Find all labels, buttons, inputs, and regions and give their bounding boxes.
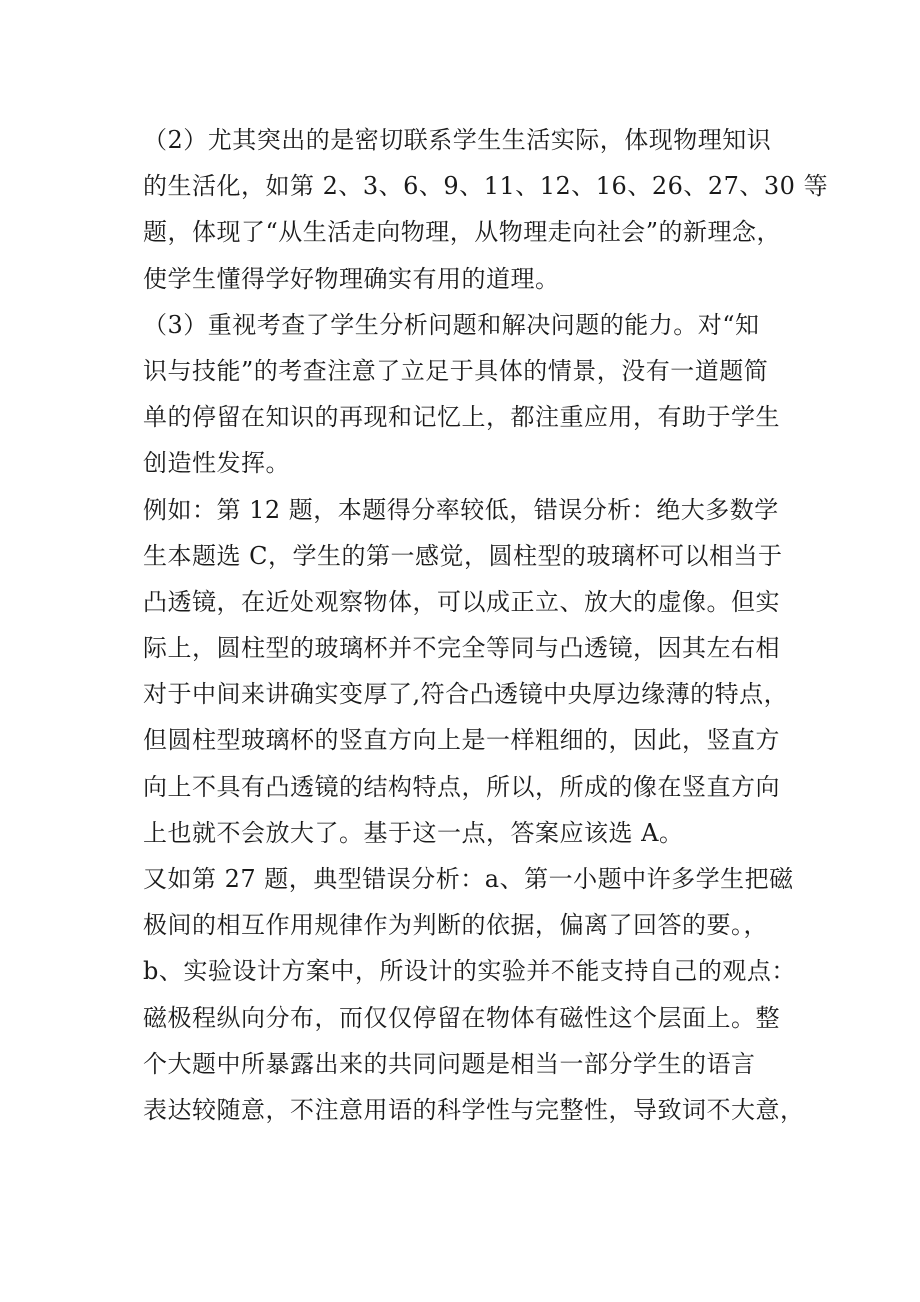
text-line: 识与技能”的考查注意了立足于具体的情景，没有一道题简 bbox=[143, 356, 769, 385]
text-line: 个大题中所暴露出来的共同问题是相当一部分学生的语言 bbox=[143, 1049, 756, 1078]
text-line: 的生活化，如第 2、3、6、9、11、12、16、26、27、30 等 bbox=[143, 172, 829, 201]
text-line: （3）重视考查了学生分析问题和解决问题的能力。对“知 bbox=[143, 310, 760, 339]
text-line: 际上，圆柱型的玻璃杯并不完全等同与凸透镜，因其左右相 bbox=[143, 634, 780, 663]
text-line: b、实验设计方案中，所设计的实验并不能支持自己的观点： bbox=[143, 957, 796, 986]
text-line: 极间的相互作用规律作为判断的依据，偏离了回答的要。， bbox=[143, 911, 768, 940]
text-line: 又如第 27 题，典型错误分析：a、第一小题中许多学生把磁 bbox=[143, 865, 794, 893]
body-text bbox=[143, 117, 829, 1133]
text-line: 上也就不会放大了。基于这一点，答案应该选 A。 bbox=[143, 818, 684, 847]
text-line: 使学生懂得学好物理确实有用的道理。 bbox=[143, 264, 560, 293]
text-line: 表达较随意，不注意用语的科学性与完整性，导致词不大意， bbox=[143, 1095, 805, 1124]
text-line: 向上不具有凸透镜的结构特点，所以，所成的像在竖直方向 bbox=[143, 772, 780, 801]
text-line: 凸透镜，在近处观察物体，可以成正立、放大的虚像。但实 bbox=[143, 587, 780, 616]
text-line: 磁极程纵向分布，而仅仅停留在物体有磁性这个层面上。整 bbox=[143, 1003, 780, 1032]
text-line: （2）尤其突出的是密切联系学生生活实际，体现物理知识 bbox=[143, 126, 772, 154]
text-line: 例如：第 12 题，本题得分率较低，错误分析：绝大多数学 bbox=[143, 495, 779, 524]
text-line: 生本题选 C，学生的第一感觉，圆柱型的玻璃杯可以相当于 bbox=[143, 541, 783, 570]
text-line: 创造性发挥。 bbox=[143, 449, 290, 478]
text-line: 但圆柱型玻璃杯的竖直方向上是一样粗细的，因此，竖直方 bbox=[143, 726, 780, 755]
text-line: 对于中间来讲确实变厚了,符合凸透镜中央厚边缘薄的特点， bbox=[143, 680, 789, 709]
text-line: 单的停留在知识的再现和记忆上，都注重应用，有助于学生 bbox=[143, 403, 780, 432]
text-line: 题，体现了“从生活走向物理，从物理走向社会”的新理念， bbox=[143, 218, 782, 247]
